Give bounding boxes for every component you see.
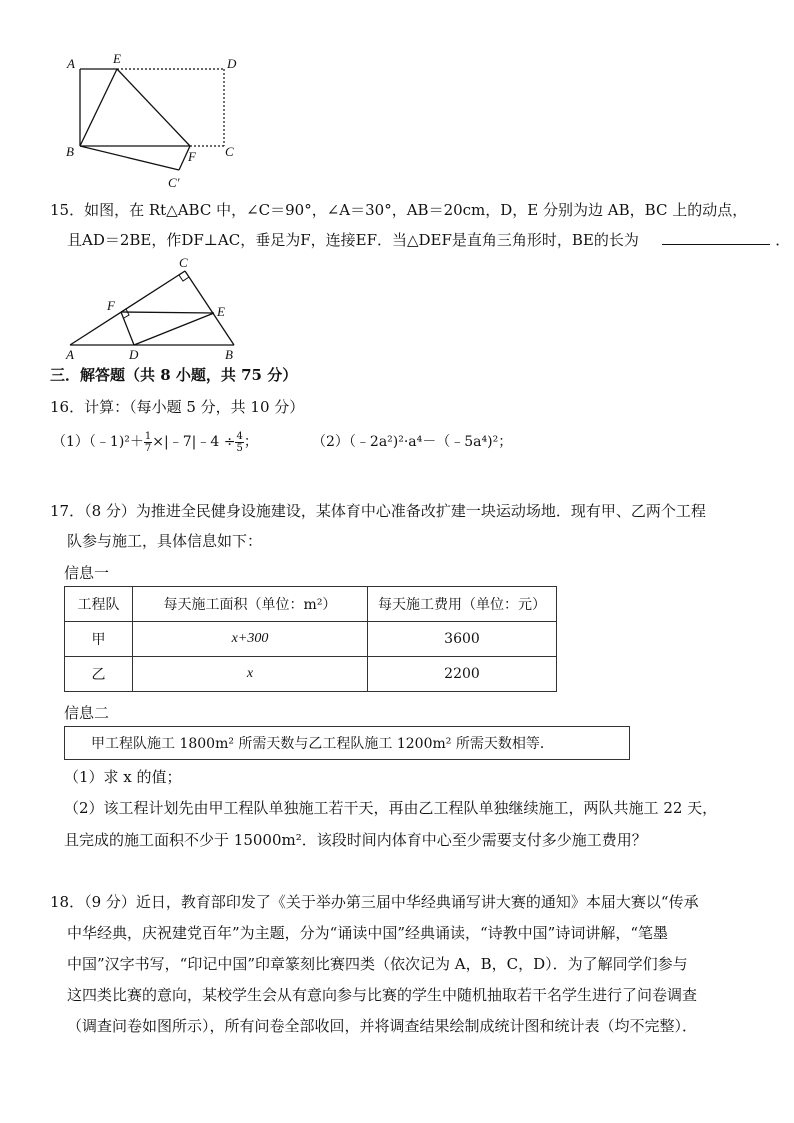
frac-numerator: 4 <box>236 430 243 442</box>
figure-folded-rectangle <box>55 48 255 198</box>
q18-line2: 中华经典，庆祝建党百年”为主题，分为“诵读中国”经典诵读，“诗教中国”诗词讲解，“笔墨 <box>67 924 669 942</box>
q16-part2: （2）（﹣2a²)²·a⁴－（﹣5a⁴)²； <box>312 434 513 450</box>
frac-numerator: 1 <box>144 430 152 442</box>
label-C: C <box>179 255 188 270</box>
q15-line1: 15．如图，在 Rt△ABC 中，∠C＝90°，∠A＝30°，AB＝20cm，D，E 分别为边 AB，BC 上的动点， <box>50 201 748 219</box>
label-A: A <box>67 56 75 71</box>
table-row <box>65 622 557 657</box>
table-cell: x+300 <box>133 622 368 657</box>
fraction-one-seventh <box>144 431 152 454</box>
info-one-label: 信息一 <box>64 564 110 582</box>
label-E: E <box>113 51 121 66</box>
table-row <box>65 657 557 692</box>
q18-line3: 中国”汉字书写，“印记中国”印章篆刻比赛四类（依次记为 A，B，C，D）．为了解同学们参与 <box>67 955 688 973</box>
table-cell: 乙 <box>65 657 133 692</box>
label-C: C <box>225 144 234 159</box>
label-A: A <box>66 347 74 362</box>
answer-blank[interactable] <box>662 230 770 245</box>
q15-line2-text: 且AD＝2BE，作DF⊥AC，垂足为F，连接EF．当△DEF是直角三角形时，BE的长为 <box>67 231 639 249</box>
label-F: F <box>107 298 115 313</box>
label-B: B <box>225 347 233 362</box>
label-C-prime: C′ <box>168 175 180 190</box>
q15-line2-end: ． <box>775 231 791 249</box>
figure-right-triangle-svg <box>60 255 250 363</box>
q16-part1-end: ； <box>243 434 258 450</box>
figure-folded-rectangle-svg <box>55 48 255 198</box>
info-two-label: 信息二 <box>64 704 110 722</box>
q16-part1 <box>52 428 258 456</box>
q16-header: 16．计算：（每小题 5 分，共 10 分） <box>50 398 305 416</box>
table-header: 每天施工面积（单位：m²） <box>133 587 368 622</box>
table-cell: x <box>133 657 368 692</box>
q17-sub2-line2: 且完成的施工面积不少于 15000m²．该段时间内体育中心至少需要支付多少施工费用？ <box>64 831 647 849</box>
label-B: B <box>66 144 74 159</box>
table-header: 每天施工费用（单位：元） <box>368 587 557 622</box>
table-cell: 3600 <box>368 622 557 657</box>
q17-sub1: （1）求 x 的值； <box>64 768 182 786</box>
fraction-four-fifths <box>235 431 243 454</box>
table-cell: 甲 <box>65 622 133 657</box>
q16-part1-mid: ×|﹣7|﹣4 ÷ <box>152 434 236 450</box>
label-D: D <box>227 56 237 71</box>
label-D: D <box>129 347 139 362</box>
q16-part1-prefix: （1）（﹣1)²＋ <box>52 434 144 450</box>
section-heading: 三．解答题（共 8 小题，共 75 分） <box>50 366 298 384</box>
figure-right-triangle <box>60 255 250 363</box>
label-E: E <box>217 304 225 319</box>
info-two-box: 甲工程队施工 1800m² 所需天数与乙工程队施工 1200m² 所需天数相等． <box>64 726 630 760</box>
q17-line2: 队参与施工，具体信息如下： <box>67 532 263 550</box>
q15-line2 <box>67 229 790 251</box>
label-F: F <box>188 149 196 164</box>
table-header-row <box>65 587 557 622</box>
construction-info-table <box>64 586 557 692</box>
q17-line1: 17．（8 分）为推进全民健身设施建设，某体育中心准备改扩建一块运动场地．现有甲、乙两个工程 <box>50 502 706 520</box>
q18-line4: 这四类比赛的意向，某校学生会从有意向参与比赛的学生中随机抽取若干名学生进行了问卷调查 <box>67 986 698 1004</box>
q18-line1: 18．（9 分）近日，教育部印发了《关于举办第三届中华经典诵写讲大赛的通知》本届大赛以“传承 <box>50 893 699 911</box>
table-header: 工程队 <box>65 587 133 622</box>
frac-denominator: 7 <box>144 442 152 454</box>
q17-sub2-line1: （2）该工程计划先由甲工程队单独施工若干天，再由乙工程队单独继续施工，两队共施工 22 天， <box>64 799 718 817</box>
table-cell: 2200 <box>368 657 557 692</box>
frac-denominator: 5 <box>236 442 243 454</box>
q18-line5: （调查问卷如图所示），所有问卷全部收回，并将调查结果绘制成统计图和统计表（均不完整）． <box>67 1017 698 1035</box>
